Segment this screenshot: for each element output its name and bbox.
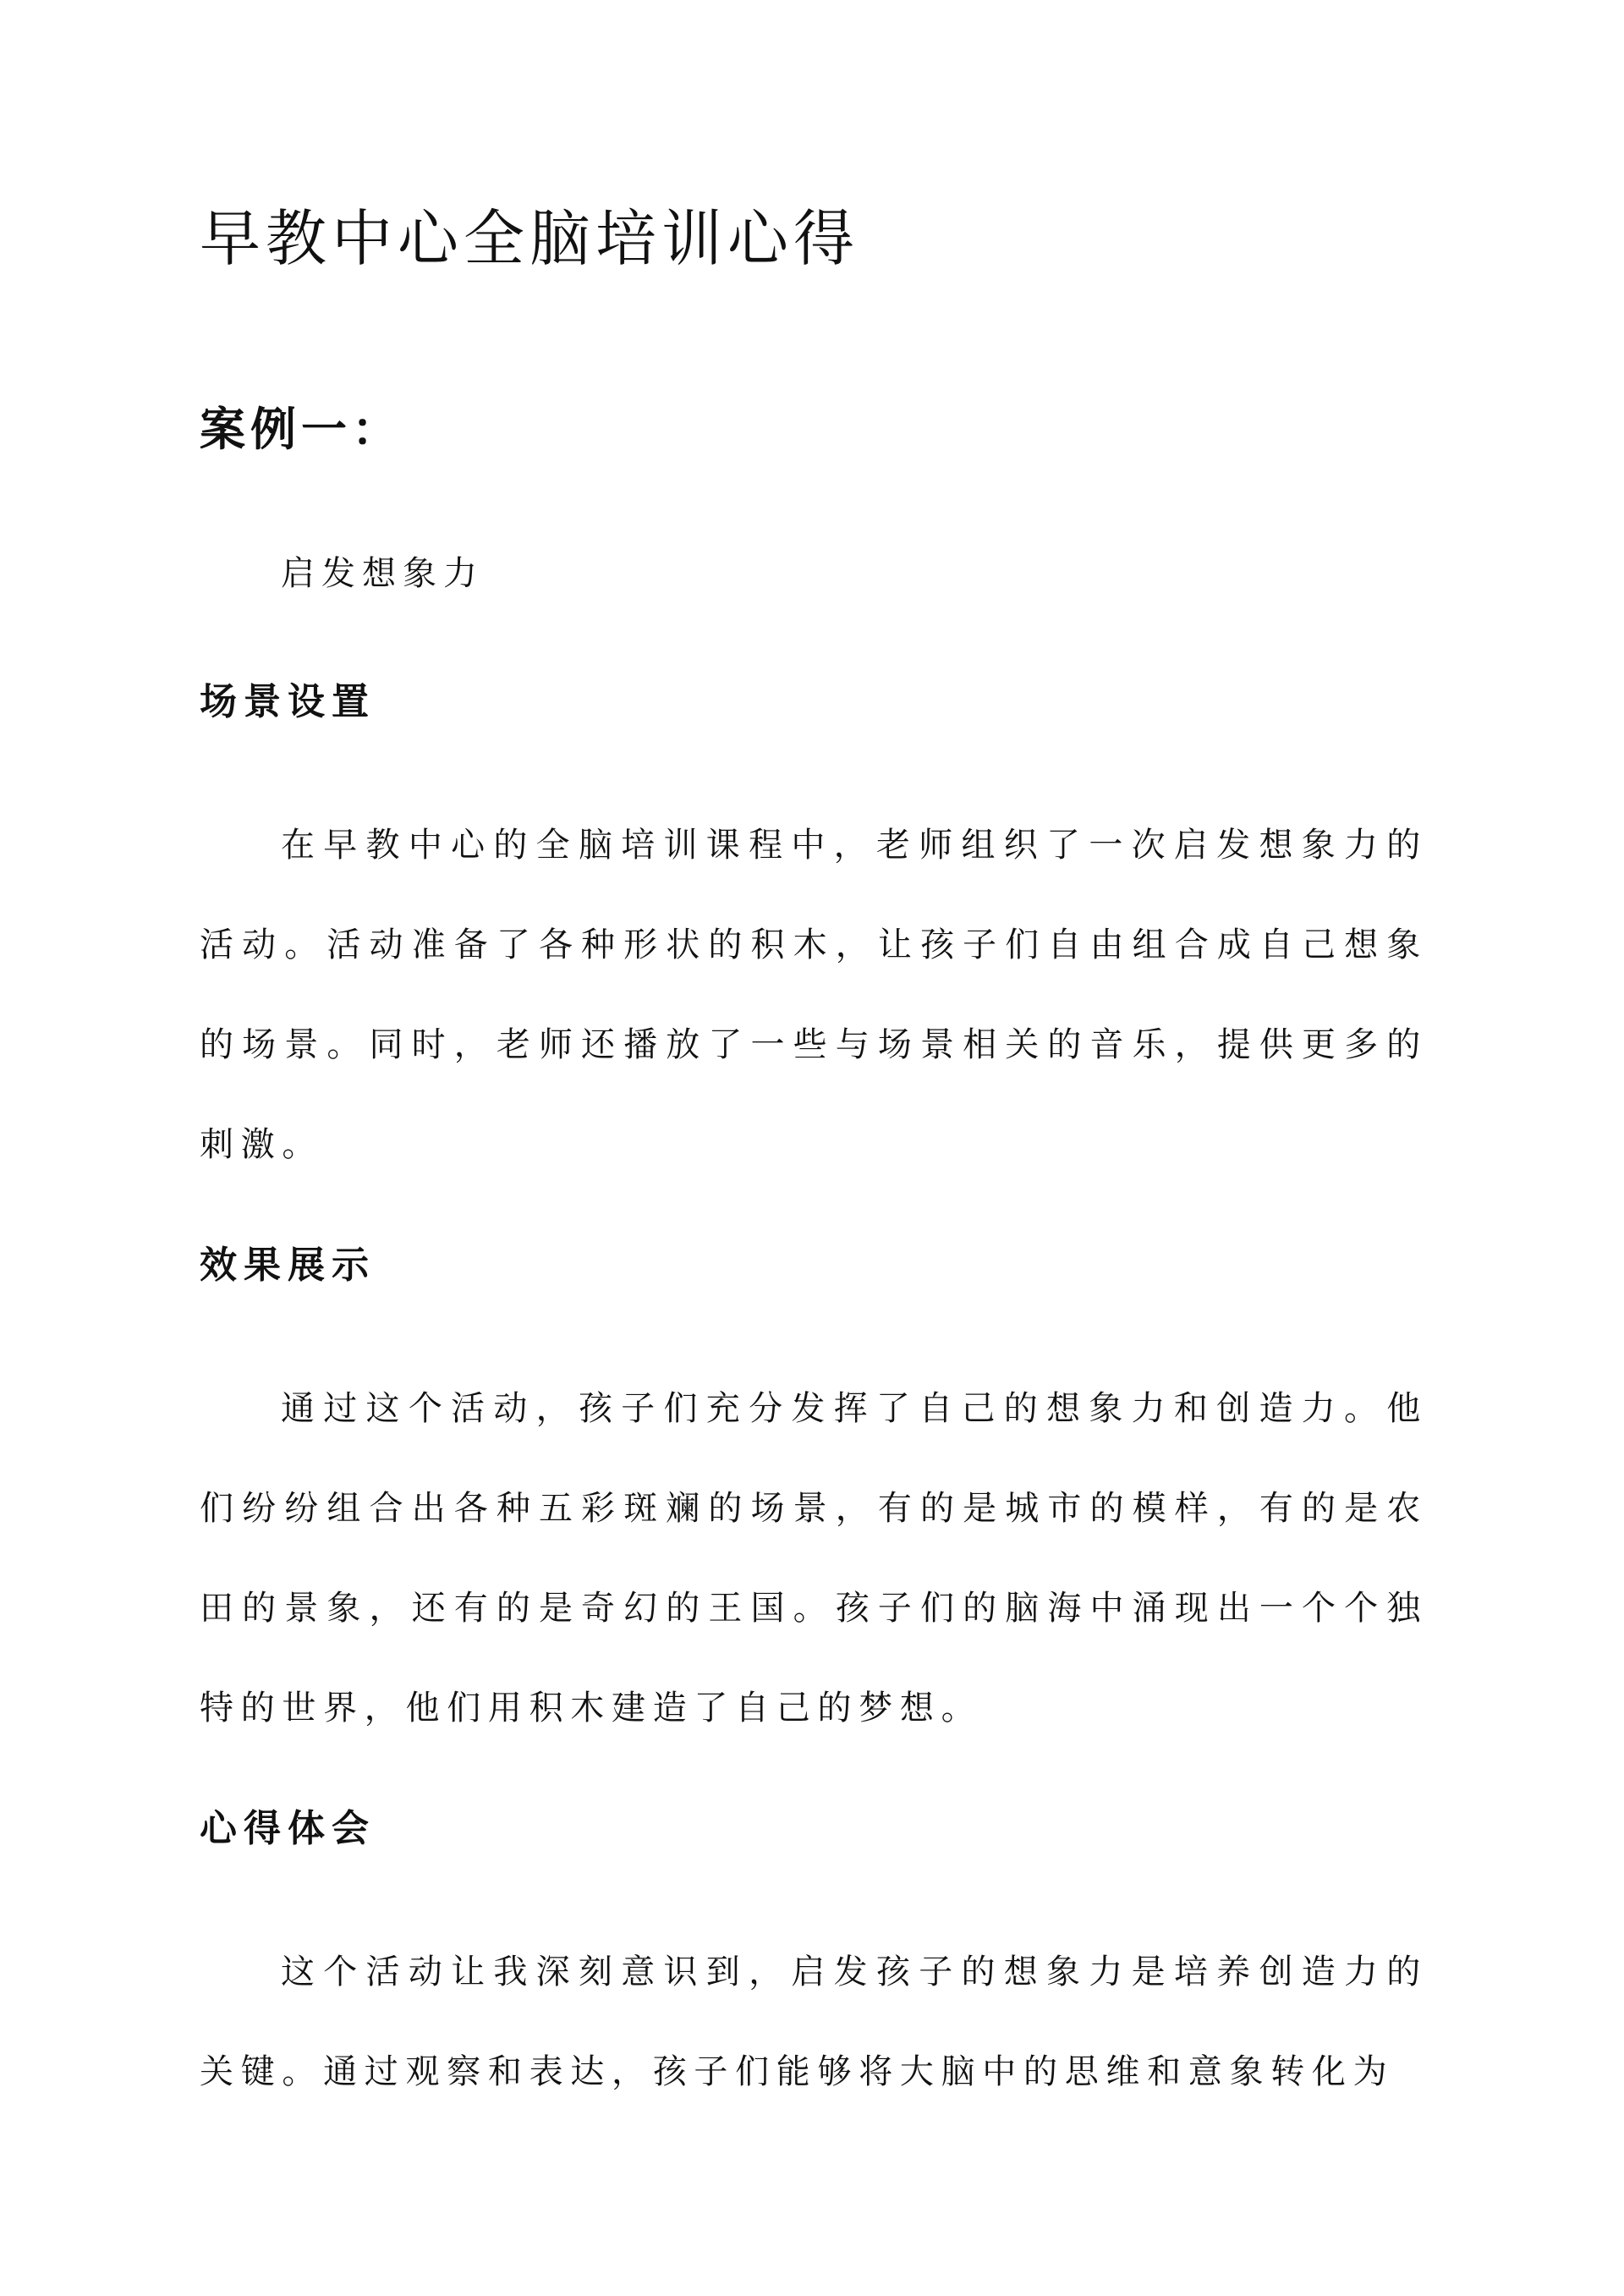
- section-paragraph-effect: 通过这个活动，孩子们充分发挥了自己的想象力和创造力。他们纷纷组合出各种五彩斑斓的场景，有的是城市的模样，有的是农田的景象，还有的是奇幻的王国。孩子们的脑海中涌现出一个个独特的世界，他们用积木建造了自己的梦想。: [200, 1389, 1428, 1727]
- section-heading-scene: 场景设置: [200, 680, 376, 723]
- case-heading: 案例一：: [200, 402, 403, 456]
- section-paragraph-scene: 在早教中心的全脑培训课程中，老师组织了一次启发想象力的活动。活动准备了各种形状的积木，让孩子们自由组合成自己想象的场景。同时，老师还播放了一些与场景相关的音乐，提供更多的刺激。: [200, 826, 1428, 1164]
- section-heading-effect: 效果展示: [200, 1244, 376, 1287]
- case-subtitle: 启发想象力: [281, 554, 484, 593]
- document-title: 早教中心全脑培训心得: [200, 203, 860, 274]
- section-paragraph-insight: 这个活动让我深刻意识到，启发孩子的想象力是培养创造力的关键。通过观察和表达，孩子们能够将大脑中的思维和意象转化为: [200, 1953, 1428, 2091]
- section-heading-insight: 心得体会: [200, 1807, 376, 1850]
